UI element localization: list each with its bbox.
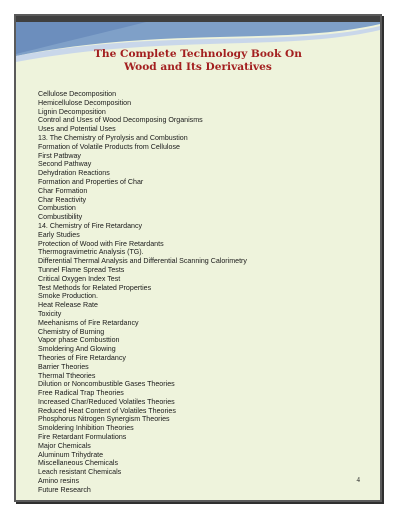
toc-item: Critical Oxygen Index Test bbox=[38, 274, 121, 283]
toc-item: Combustibility bbox=[38, 213, 83, 222]
toc-item: Phosphorus Nitrogen Synergism Theories bbox=[38, 415, 170, 424]
toc-item: Leach resistant Chemicals bbox=[38, 468, 122, 477]
toc-item: Future Research bbox=[38, 485, 91, 494]
title-line-1: The Complete Technology Book On bbox=[94, 48, 302, 60]
toc-item: Reduced Heat Content of Volatiles Theories bbox=[38, 406, 176, 415]
toc-item: Chemistry of Burning bbox=[38, 327, 105, 336]
toc-item: Fire Retardant Formulations bbox=[38, 433, 127, 442]
toc-item: Hemicellulose Decomposition bbox=[38, 98, 132, 107]
toc-item: Smoke Production. bbox=[38, 292, 98, 301]
toc-item: Major Chemicals bbox=[38, 441, 91, 450]
toc-item: Protection of Wood with Fire Retardants bbox=[38, 239, 164, 248]
toc-item: Heat Release Rate bbox=[38, 301, 98, 310]
toc-item: Barrier Theories bbox=[38, 362, 89, 371]
toc-item: Formation and Properties of Char bbox=[38, 177, 144, 186]
toc-item: Smoldering Inhibition Theories bbox=[38, 424, 134, 433]
page-frame bbox=[14, 14, 382, 502]
toc-item: 14. Chemistry of Fire Retardancy bbox=[38, 221, 143, 230]
toc-item: Early Studies bbox=[38, 230, 80, 239]
toc-item: Dehydration Reactions bbox=[38, 169, 110, 178]
toc-item: Formation of Volatile Products from Cellulose bbox=[38, 142, 180, 151]
toc-item: Free Radical Trap Theories bbox=[38, 389, 124, 398]
toc-item: Lignin Decomposition bbox=[38, 107, 106, 116]
toc-item: Toxicity bbox=[38, 309, 62, 318]
toc-item: Meehanisms of Fire Retardancy bbox=[38, 318, 139, 327]
toc-item: Second Pathway bbox=[38, 160, 92, 169]
table-of-contents bbox=[38, 90, 247, 495]
toc-item: Dilution or Noncombustible Gases Theories bbox=[38, 380, 175, 389]
page-title bbox=[16, 48, 380, 74]
toc-item: Vapor phase Combusttion bbox=[38, 336, 120, 345]
toc-item: Control and Uses of Wood Decomposing Organisms bbox=[38, 116, 203, 125]
toc-item: Thermogravimetric Analysis (TG). bbox=[38, 248, 144, 257]
page-number: 4 bbox=[356, 476, 360, 484]
toc-item: Smoldering And Glowing bbox=[38, 345, 116, 354]
toc-item: Tunnel Flame Spread Tests bbox=[38, 265, 125, 274]
toc-item: Differential Thermal Analysis and Differential Scanning Calorimetry bbox=[38, 257, 247, 266]
toc-item: Char Formation bbox=[38, 186, 88, 195]
toc-item: Cellulose Decomposition bbox=[38, 90, 117, 98]
toc-item: Increased Char/Reduced Volatiles Theories bbox=[38, 397, 175, 406]
toc-item: Aluminum Trihydrate bbox=[38, 450, 104, 459]
toc-item: Theories of Fire Retardancy bbox=[38, 353, 126, 362]
title-line-2: Wood and Its Derivatives bbox=[124, 61, 272, 73]
toc-item: First Patbway bbox=[38, 151, 81, 160]
toc-item: Amino resins bbox=[38, 477, 80, 486]
toc-item: Uses and Potential Uses bbox=[38, 125, 116, 134]
toc-item: Char Reactivity bbox=[38, 195, 87, 204]
toc-item: Thermal Ttheories bbox=[38, 371, 96, 380]
toc-item: Miscellaneous Chemicals bbox=[38, 459, 119, 468]
toc-item: Combustion bbox=[38, 204, 76, 213]
toc-item: Test Methods for Related Properties bbox=[38, 283, 152, 292]
toc-item: 13. The Chemistry of Pyrolysis and Combustion bbox=[38, 133, 188, 142]
